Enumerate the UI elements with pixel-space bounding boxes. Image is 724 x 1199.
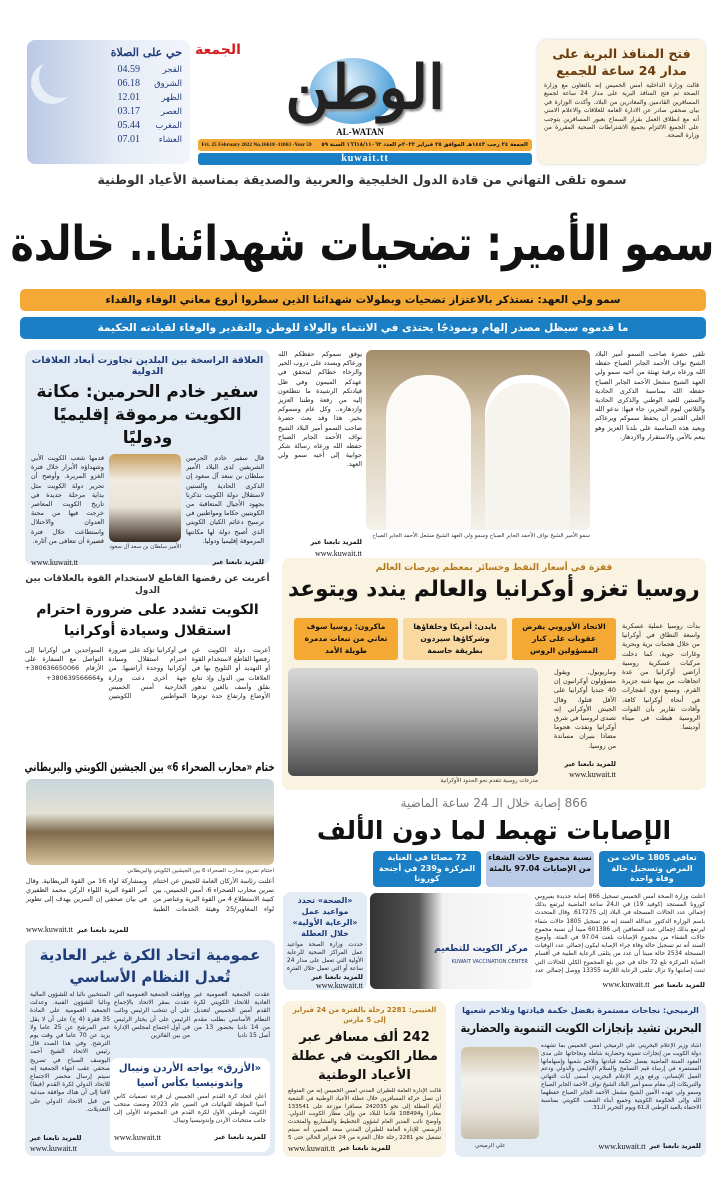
covid-headline-wrap: [282, 813, 706, 849]
lead-photo-caption: سمو الأمير الشيخ نواف الأحمد الجابر الصباح وسمو ولي العهد الشيخ مشعل الأحمد الجابر الصباح: [372, 533, 590, 539]
desert-warrior-headline: ختام «محارب الصحراء 6» بين الجيشين الكويتي والبريطاني: [24, 760, 276, 774]
bahrain-minister-photo: [461, 1047, 539, 1139]
desert-more-link[interactable]: www.kuwait.tt: [26, 925, 74, 934]
saudi-body-right: قال سفير خادم الحرمين الشريفين لدى البلاد الأمير سلطان بن سعد آل سعود إن الذكرى الحادية والستين لاستقلال دولة الكويت تذكرنا بجهود الأجيال المتعاقبة من الكويتيين حكاما ومواطنين في ترسيخ دعائم الكيان الكويتي الذي أصبح دولة لها مكانتها المرموقة إقليميا ودوليا.: [186, 454, 264, 545]
saudi-photo-caption: الأمير سلطان بن سعد آل سعود: [109, 544, 181, 550]
airport-kicker: العتيبي: 2281 رحلة بالفترة من 24 فبراير إلى 5 مارس: [292, 1006, 437, 1024]
russia-box-eu: الاتحاد الأوروبي يفرض عقوبات على كبار المسؤولين الروس: [512, 618, 616, 660]
lead-more-link[interactable]: www.kuwait.tt: [314, 549, 362, 558]
bahrain-headline-wrap: [460, 1018, 701, 1038]
logo-en: AL-WATAN: [336, 127, 384, 137]
vaccination-center-photo: [370, 893, 532, 989]
desert-warrior-headline-wrap: [25, 758, 275, 776]
football-body-mid: ووافقت الجمعية العمومية التي عقدت بمقر الاتحاد بالإجماع على أن تنتخب الرئيس ونائب الرئيس على أن يختار الرئيس في أول اجتماع لمجلس الإدارة من بين الفائزين: [114, 991, 190, 1040]
bahrain-more-link[interactable]: www.kuwait.tt: [598, 1142, 646, 1151]
prayer-time-row: [35, 105, 182, 119]
vaccination-sign-en: KUWAIT VACCINATION CENTER: [451, 959, 528, 965]
football-body-left: المنتخبين نائبا له للشؤون المالية ونائبا للشؤون الفنية. وعدلت الجمعية العمومية على المادة 35 فقرة (4 ج) على أن لا يقل عمر المرشح عن 25 عاما ولا يزيد عن 70 عاما في وقت يوم الترشح. وفي هذا الصدد قال رئيس الاتحاد الشيخ أحمد اليوسف الصباح في تصريح صحفي عقب انتهاء الجمعية إنه سيتم إرسال محضر الاجتماع للاتحاد الدولي لكرة القدم (فيفا) لافتا إلى أن هناك موافقة مبدئية من قبل الاتحاد الدولي على التعديلات.: [30, 991, 110, 1113]
emir-crown-prince-photo: [366, 350, 590, 530]
azraq-more-label: للمزيد تابعنا عبر: [214, 1133, 266, 1141]
ports-headline: فتح المنافذ البرية على مدار 24 ساعة للجميع: [552, 46, 691, 78]
prayer-times-box: [27, 40, 190, 164]
prayer-time: 06.18: [117, 78, 140, 89]
russia-photo-caption: مدرعات روسية تتقدم نحو الحدود الأوكرانية: [440, 778, 538, 784]
covid-more-link[interactable]: www.kuwait.tt: [602, 980, 650, 989]
airport-box: [283, 1001, 446, 1157]
russian-armor-photo: [288, 668, 538, 776]
lead-sub1-bar: [20, 289, 706, 311]
ports-box: [538, 40, 705, 164]
lead-headline-wrap: [10, 208, 714, 280]
russia-headline-wrap: [288, 574, 700, 606]
russia-kicker: قفزة في أسعار النفط وخسائر بمعظم بورصات العالم: [375, 563, 613, 573]
emir-figure: [485, 375, 570, 530]
health-body: حددت وزارة الصحة مواعيد عمل المراكز الصحية للرعاية الأولية التي تعمل على مدار 24 ساعة أو التي تعمل خلال الفترة: [287, 942, 363, 972]
date-bar: [198, 139, 532, 151]
russia-headline: روسيا تغزو أوكرانيا والعالم يندد ويتوعد: [288, 577, 700, 602]
health-more-label: للمزيد تابعنا عبر: [311, 973, 363, 981]
desert-more-label: للمزيد تابعنا عبر: [77, 925, 129, 934]
ukraine-kuwait-kicker: أعربت عن رفضها القاطع لاستخدام القوة بالعلاقات بين الدول: [25, 574, 270, 596]
covid-kicker: 866 إصابة خلال الـ 24 ساعة الماضية: [400, 796, 588, 810]
prayer-name: المغرب: [155, 121, 182, 131]
saudi-ambassador-photo: [109, 454, 181, 542]
saudi-kicker: العلاقة الراسخة بين البلدين تجاوزت أبعاد العلاقات الدولية: [31, 355, 264, 377]
covid-more-label: للمزيد تابعنا عبر: [653, 980, 705, 989]
bahrain-more-label: للمزيد تابعنا عبر: [649, 1142, 701, 1150]
saudi-more-label: للمزيد تابعنا عبر: [212, 558, 264, 566]
airport-body: قالت الإدارة العامة للطيران المدني أمس الخميس إنه من المتوقع أن تصل حركة المسافرين خلال عطلة الأعياد الوطنية في الشعبة أيام العطلة إلى نحو 242035 مسافرا موزعة على 133541 مغادرا و108494 قادما للبلاد من وإلى مطار الكويت الدولي. وأوضح نائب المدير العام لشؤون التخطيط والمشاريع والمتحدث الرسمي للإدارة العامة للطيران المدني سعد العتيبي أنه سيتم تشغيل نحو 2281 رحلة خلال الفترة من 24 فبراير الحالي حتى 5: [288, 1088, 441, 1141]
prayer-name: الظهر: [161, 93, 182, 103]
russia-body-right: بدأت روسيا عملية عسكرية واسعة النطاق في أوكرانيا من خلال هجمات برية وبحرية وغارات جوية، كما دخلت مركبات عسكرية روسية أراضي أوكرانيا من عدة اتجاهات، من بينها شبه جزيرة القرم. وسمع دوي انفجارات في أنحاء أوكرانيا كافة، وأفادت تقارير بأن القوات الروسية هبطت في ميناء أوديسا.: [622, 622, 700, 732]
covid-stat-recovery-rate: نسبة مجموع حالات الشفاء من الإصابات 97.04 بالمئة: [486, 851, 594, 887]
desert-warrior-photo: [26, 779, 274, 865]
prayer-time-row: [35, 119, 182, 133]
football-more-link[interactable]: www.kuwait.tt: [30, 1144, 78, 1153]
prayer-time: 07.01: [117, 134, 140, 145]
lead-sub1: سمو ولي العهد: نستذكر بالاعتزاز تضحيات وبطولات شهدائنا الذين سطروا أروع معاني الوفاء والفداء: [105, 294, 621, 306]
ports-body: قالت وزارة الداخلية أمس الخميس إنه بالتعاون مع وزارة الصحة تم فتح المنافذ البرية على مدار 24 ساعة لجميع المسافرين القادمين والمغادرين من البلاد. وأكدت الوزارة في بيان صحفي صادر عن الادارة العامة للعلاقات والاعلام الامني أنه مع انطلاق العمل بقرار السماح بعبور المسافرين يتوجب على الجميع الالتزام بجميع الاشتراطات الصحية المقررة من وزارة الصحة.: [544, 82, 699, 140]
covid-more-row: [603, 980, 705, 989]
russia-box-biden: بايدن: أمريكا وحلفاؤها وشركاؤها سيردون بطريقة حاسمة: [403, 618, 507, 660]
ukraine-kuwait-headline: الكويت تشدد على ضرورة احترام استقلال وسيادة أوكرانيا: [36, 602, 259, 639]
day-label: الجمعة: [195, 42, 241, 58]
russia-body-left: وماريوبول. ويقول مسؤولون أوكرانيون إن 40 جنديا أوكرانيا على الأقل قتلوا، وقال الجيش الأوكراني إنه تصدى لروسيا في شرق أوكرانيا ونفذت هجوما مضادا بنيران مساندة من روسيا.: [554, 668, 616, 750]
desert-body: أعلنت رئاسة الأركان العامة للجيش عن اختتام تمرين محارب الصحراء 6، أمس الخميس، بين كتيبة الاستطلاع 4 من القوة البرية وعناصر من لواء المغاوير/25 وهيئة الخدمات الطبية وبمشاركة لواء 16 من القوة البريطانية. وقال آمر القوة البرية اللواء الركن محمد الظفيري في بيان صحفي إن التمرين يهدف إلى تطوير: [26, 877, 274, 913]
prayer-name: الشروق: [154, 79, 182, 89]
lead-headline: سمو الأمير: تضحيات شهدائنا.. خالدة: [10, 216, 714, 272]
prayer-time: 03.17: [117, 106, 140, 117]
russia-more-link[interactable]: www.kuwait.tt: [568, 770, 616, 779]
crown-prince-figure: [386, 375, 471, 530]
covid-stat-icu: 72 مصابًا في العناية المركزة و239 في أجنحة كورونا: [373, 851, 481, 887]
azraq-body: أعلن اتحاد كرة القدم أمس الخميس أن قرعة تصفيات كأس آسيا المؤهلة للنهائيات في الصين عام 2023 وضعت منتخب الكويت الوطني الأول لكرة القدم في المجموعة الأولى إلى جانب منتخبات الأردن وإندونيسيا ونيبال.: [114, 1094, 266, 1124]
saudi-more-link[interactable]: www.kuwait.tt: [31, 558, 79, 567]
lead-sub2: ما قدموه سيظل مصدر إلهام ونموذجًا يحتذى في الانتماء والولاء للوطن والتقدير والوفاء لقيادته الحكيمة: [97, 322, 629, 334]
moon-icon: [39, 56, 81, 98]
football-body-right: عقدت الجمعية العمومية غير العادية للاتحاد الكويتي لكرة القدم أمس الخميس لتعديل النظام الأساسي بطلب مقدم من 14 ناديا بحضور 13 من أصل 15 ناديا: [194, 991, 270, 1040]
airport-more-link[interactable]: www.kuwait.tt: [288, 1144, 336, 1153]
russia-box-macron: ماكرون: روسيا سوف تعاني من تبعات مدمرة طويلة الأمد: [294, 618, 398, 660]
prayer-name: العصر: [160, 107, 182, 117]
football-box: [25, 940, 275, 1156]
lead-body-right: تلقى حضرة صاحب السمو أمير البلاد الشيخ نواف الأحمد الجابر الصباح حفظه الله ورعاه برقية تهنئة من أخيه سمو ولي العهد الشيخ مشعل الأحمد الجابر الصباح حفظه الله بمناسبة الذكرى الحادية والستين للعيد الوطني والذكرى الحادية والثلاثين ليوم التحرير، جاء فيها: ندعو الله العلي القدير أن يحفظ سموكم ويرعاكم ويعيد هذه المناسبة على بلدنا العزيز وهو ينعم بالأمن والاستقرار والازدهار.: [595, 350, 705, 441]
vaccination-sign-ar: مركز الكويت للتطعيم: [434, 944, 528, 954]
lead-kicker: سموه تلقى التهاني من قادة الدول الخليجية والعربية والصديقة بمناسبة الأعياد الوطنية: [97, 172, 627, 187]
saudi-ambassador-box: [25, 350, 270, 565]
lead-sub2-bar: [20, 317, 706, 339]
date-arabic: الجمعة ٢٤ رجب ١٤٤٣هـ الموافق ٢٥ فبراير ٢٠٢٢م العدد ١٦٦١٨/١١٠٦٣ السنة ٥٩: [321, 142, 529, 148]
prayer-name: العشاء: [158, 135, 182, 145]
bahrain-body: أشاد وزير الإعلام البحريني علي الرميحي أمس الخميس بما تشهده دولة الكويت من إنجازات تنموية وحضارية شاملة ونجاحاتها على مدى العقود الستة الماضية بفضل حكمة قيادتها وتلاحم شعبها وإسهاماتها المستمرة في إرساء قيم التسامح والسلام الإقليمي والدولي ودعم العمل الإنساني. ورفع وزير الإعلام البحريني أسمى آيات التهاني والتبريكات إلى مقام سمو أمير البلاد الشيخ نواف الأحمد الجابر الصباح وسمو ولي عهده الأمين الشيخ مشعل الأحمد الجابر الصباح حفظهما الله وإلى الحكومة الكويتية وجميع أبناء الشعب الكويتي بمناسبة الاحتفاء بالعيد الوطني الـ61 ويوم التحرير الـ31.: [541, 1043, 701, 1112]
football-headline: عمومية اتحاد الكرة غير العادية تُعدل النظام الأساسي: [39, 946, 261, 986]
bahrain-photo-caption: علي الرميحي: [475, 1143, 506, 1149]
covid-body: أعلنت وزارة الصحة أمس الخميس تسجيل 866 إصابة جديدة بفيروس كورونا المستجد (كوفيد 19) في الـ24 ساعة الماضية ليرتفع بذلك إجمالي عدد الحالات المسجلة في البلاد إلى 617275. وقال المتحدث باسم الوزارة الدكتور عبدالله السند إنه تم تسجيل 1805 حالات شفاء ليرتفع بذلك إجمالي عدد المتعافين إلى 601386 مبينا أن نسبة مجموع حالات الشفاء من مجموع الإصابات بلغت 97.04 في المئة. وأوضح السند أنه تم تسجيل حالة وفاة جراء الإصابة ليكون إجمالي عدد الوفيات المسجلة 2534 حالة مبينا أن عدد من يتلقى الرعاية الطبية في أقسام العناية المركزة بلغ 72 حالة في حين بلغ المجموع الكلي للحالات التي ثبتت إصابتها ولا تزال تتلقى الرعاية اللازمة 13355 ووصل إجمالي عدد: [535, 894, 705, 974]
website-link[interactable]: kuwait.tt: [341, 153, 389, 164]
lead-body-left: يوفق سموكم حفظكم الله ورعاكم ويسدد على دروب الخير والرخاء خطاكم ليتحقق في عهدكم الميمون وفي ظل قيادتكم الرشيدة ما تتطلعون إليه من رفعة وطننا العزيز وازدهاره.. وكل عام وسموكم بخير. هذا وقد بعث حضرة صاحب السمو أمير البلاد الشيخ نواف الأحمد الجابر الصباح حفظه الله ورعاه رسالة شكر جوابية إلى أخيه سمو ولي العهد.: [278, 350, 362, 469]
prayer-time: 05.44: [117, 120, 140, 131]
azraq-more-link[interactable]: www.kuwait.tt: [114, 1133, 162, 1142]
desert-photo-caption: اختتام تمرين محارب الصحراء 6 بين الجيشين الكويتي والبريطاني: [127, 868, 274, 874]
bahrain-headline: البحرين تشيد بإنجازات الكويت التنموية والحضارية: [460, 1021, 701, 1035]
azraq-headline: «الأزرق» يواجه الأردن ونيبال وإندونيسيا بكأس آسيا: [118, 1063, 262, 1089]
logo: [195, 42, 530, 124]
prayer-time: 12.01: [117, 92, 140, 103]
bahrain-box: [455, 1001, 706, 1157]
health-container: [283, 892, 367, 990]
football-more-label: للمزيد تابعنا عبر: [30, 1134, 82, 1142]
date-english: Fri. 25 February 2022 No.16618 -11063 -Year 59: [201, 142, 312, 148]
russia-more-label: للمزيد تابعنا عبر: [564, 760, 616, 768]
saudi-body-left: قدمها شعب الكويت الأبي وشهداؤه الأبرار خلال فترة الغزو المريرة. وأوضح أن تحرير دولة الكويت مثل بداية مرحلة جديدة في تاريخ الكويت المعاصر خرجت فيها من محنة العدوان والاحتلال واستطاعت خلال فترة قصيرة أن تتعافى من آثاره.: [31, 454, 104, 545]
prayer-time-row: [35, 133, 182, 147]
azraq-box: [110, 1058, 270, 1152]
russia-box: [282, 558, 706, 790]
saudi-headline: سفير خادم الحرمين: مكانة الكويت مرموقة إقليميًا ودوليًا: [36, 382, 259, 448]
bahrain-kicker: الرميحي: نجاحات مستمرة بفضل حكمة قيادتها وتلاحم شعبها: [462, 1006, 699, 1015]
ukraine-kuwait-body: أعربت دولة الكويت عن رفضها القاطع لاستخدام القوة أو التهديد أو التلويح بها في العلاقات بين الدول وإذ تتابع بقلق وأسف بالغين تدهور الأوضاع وارتفاع حدة توترها في أوكرانيا تؤكد على ضرورة احترام استقلال وسيادة أوكرانيا ووحدة أراضيها. من جهة أخرى دعت وزارة الخارجية أمس الخميس المواطنين الكويتيين المتواجدين في أوكرانيا إلى التواصل مع السفارة على الأرقام 380636650066+ و380639566664+: [25, 646, 270, 701]
desert-more-row: [26, 925, 128, 934]
airport-more-label: للمزيد تابعنا عبر: [339, 1144, 391, 1152]
health-headline: «الصحة» تحدد مواعيد عمل «الرعاية الأولية» خلال العطلة: [292, 896, 358, 938]
logo-arabic: الوطن: [285, 53, 445, 123]
prayer-title: حي على الصلاة: [110, 46, 182, 59]
health-more-link[interactable]: www.kuwait.tt: [315, 981, 363, 990]
prayer-name: الفجر: [162, 65, 182, 75]
covid-stat-recovered: تعافي 1805 حالات من المرض وتسجيل حالة وفاة واحدة: [599, 851, 705, 887]
website-bar[interactable]: [198, 153, 532, 165]
lead-more-label: للمزيد تابعنا عبر: [310, 538, 362, 546]
airport-headline: 242 ألف مسافر عبر مطار الكويت في عطلة الأعياد الوطنية: [291, 1030, 438, 1083]
prayer-time: 04.59: [117, 64, 140, 75]
ukraine-kuwait-article: [25, 573, 270, 753]
covid-headline: الإصابات تهبط لما دون الألف: [316, 816, 672, 845]
